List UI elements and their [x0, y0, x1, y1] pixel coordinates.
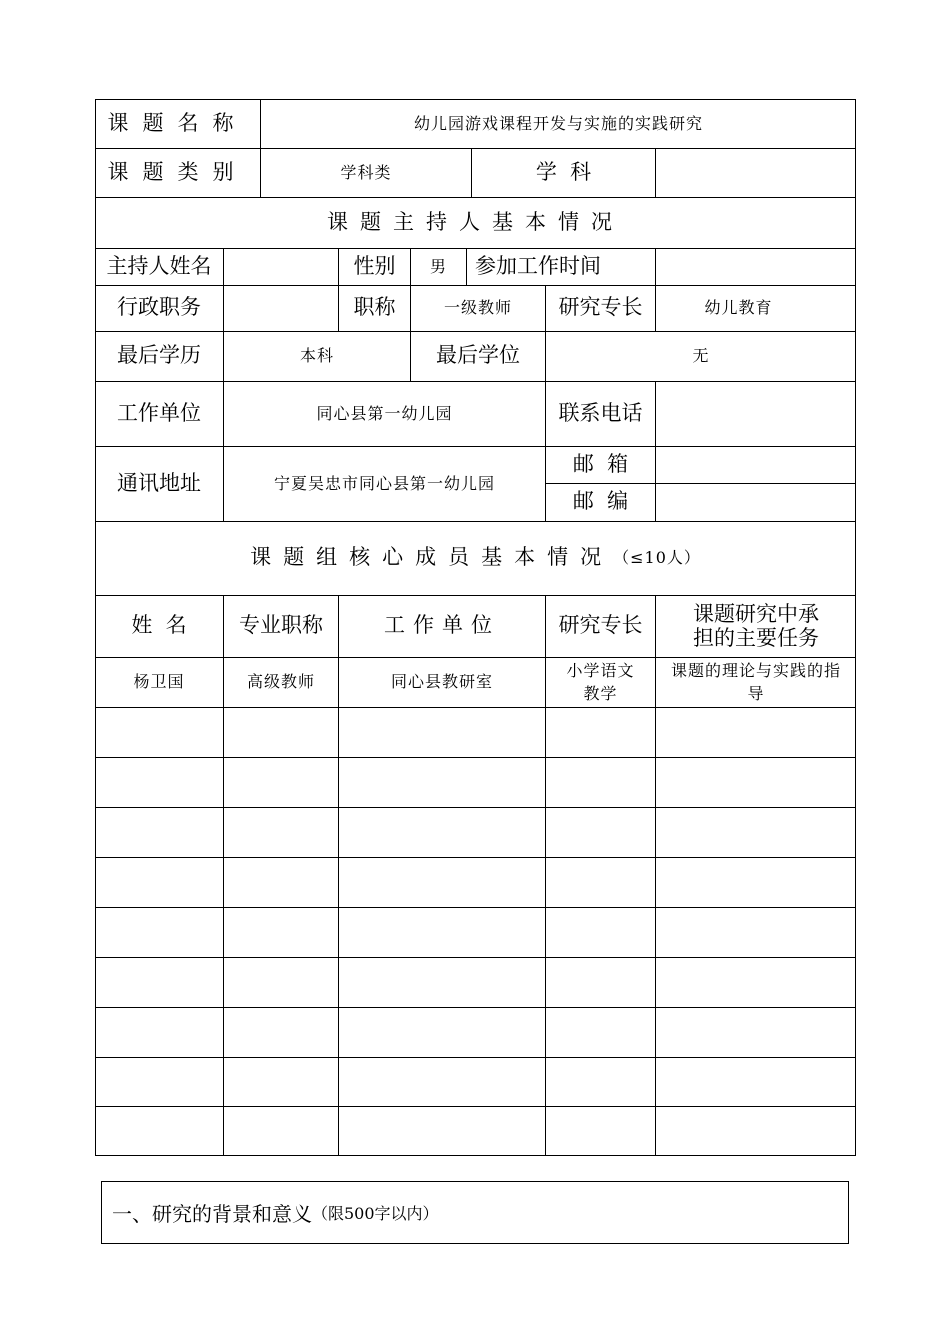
specialty-value[interactable]: 幼儿教育	[704, 298, 773, 318]
member-header-task: 课题研究中承担的主要任务	[693, 601, 819, 650]
education-label: 最后学历	[117, 343, 201, 368]
row-divider	[95, 1057, 856, 1058]
row-divider	[95, 1106, 856, 1107]
admin-post-label: 行政职务	[117, 295, 201, 320]
members-section-header	[95, 521, 856, 595]
member-header-name: 姓 名	[131, 613, 187, 638]
row-divider	[95, 807, 856, 808]
education-value[interactable]: 本科	[299, 346, 334, 366]
admin-post-value[interactable]	[224, 285, 338, 331]
address-label: 通讯地址	[117, 470, 201, 495]
member-specialty[interactable]: 小学语文教学	[566, 660, 635, 703]
members-section-title: 课题组核心成员基本情况	[250, 545, 614, 570]
degree-value[interactable]: 无	[692, 346, 710, 366]
member-workplace[interactable]: 同心县教研室	[390, 672, 493, 692]
host-name-value[interactable]	[224, 248, 338, 285]
project-name-value[interactable]: 幼儿园游戏课程开发与实施的实践研究	[413, 113, 703, 133]
member-header-title: 专业职称	[239, 613, 323, 638]
subject-label: 学 科	[535, 159, 592, 184]
address-value[interactable]: 宁夏吴忠市同心县第一幼儿园	[273, 473, 495, 493]
row-divider	[95, 957, 856, 958]
title-value[interactable]: 一级教师	[443, 298, 512, 318]
member-header-specialty: 研究专长	[558, 613, 643, 638]
host-section-title: 课题主持人基本情况	[327, 209, 624, 234]
row-divider	[95, 757, 856, 758]
row-divider	[95, 857, 856, 858]
category-value[interactable]: 学科类	[340, 162, 392, 182]
member-name[interactable]: 杨卫国	[133, 672, 185, 692]
email-label: 邮 箱	[572, 451, 629, 476]
workplace-value[interactable]: 同心县第一幼儿园	[316, 403, 453, 423]
member-title[interactable]: 高级教师	[246, 672, 315, 692]
row-divider	[95, 707, 856, 708]
subject-value[interactable]	[656, 148, 856, 197]
work-start-label: 参加工作时间	[475, 253, 601, 278]
postcode-value[interactable]	[656, 483, 856, 521]
section-one-note: （限500字以内）	[312, 1204, 439, 1223]
members-section-note: （≤10人）	[613, 548, 701, 568]
category-label: 课题类别	[107, 159, 248, 184]
title-label: 职称	[353, 295, 396, 320]
email-value[interactable]	[656, 446, 856, 483]
section-one-box	[101, 1181, 849, 1244]
workplace-label: 工作单位	[117, 400, 201, 425]
phone-value[interactable]	[656, 381, 856, 446]
row-divider	[95, 1007, 856, 1008]
degree-label: 最后学位	[436, 343, 520, 368]
specialty-label: 研究专长	[558, 295, 643, 320]
section-one-title: 一、研究的背景和意义	[112, 1202, 312, 1226]
host-name-label: 主持人姓名	[106, 253, 212, 278]
work-start-value[interactable]	[656, 248, 856, 285]
postcode-label: 邮 编	[572, 489, 629, 514]
gender-value[interactable]: 男	[429, 256, 447, 276]
member-header-workplace: 工作单位	[384, 613, 500, 638]
phone-label: 联系电话	[558, 400, 643, 425]
project-name-label: 课题名称	[107, 110, 248, 135]
row-divider	[95, 907, 856, 908]
member-task[interactable]: 课题的理论与实践的指导	[670, 660, 841, 703]
gender-label: 性别	[353, 253, 396, 278]
